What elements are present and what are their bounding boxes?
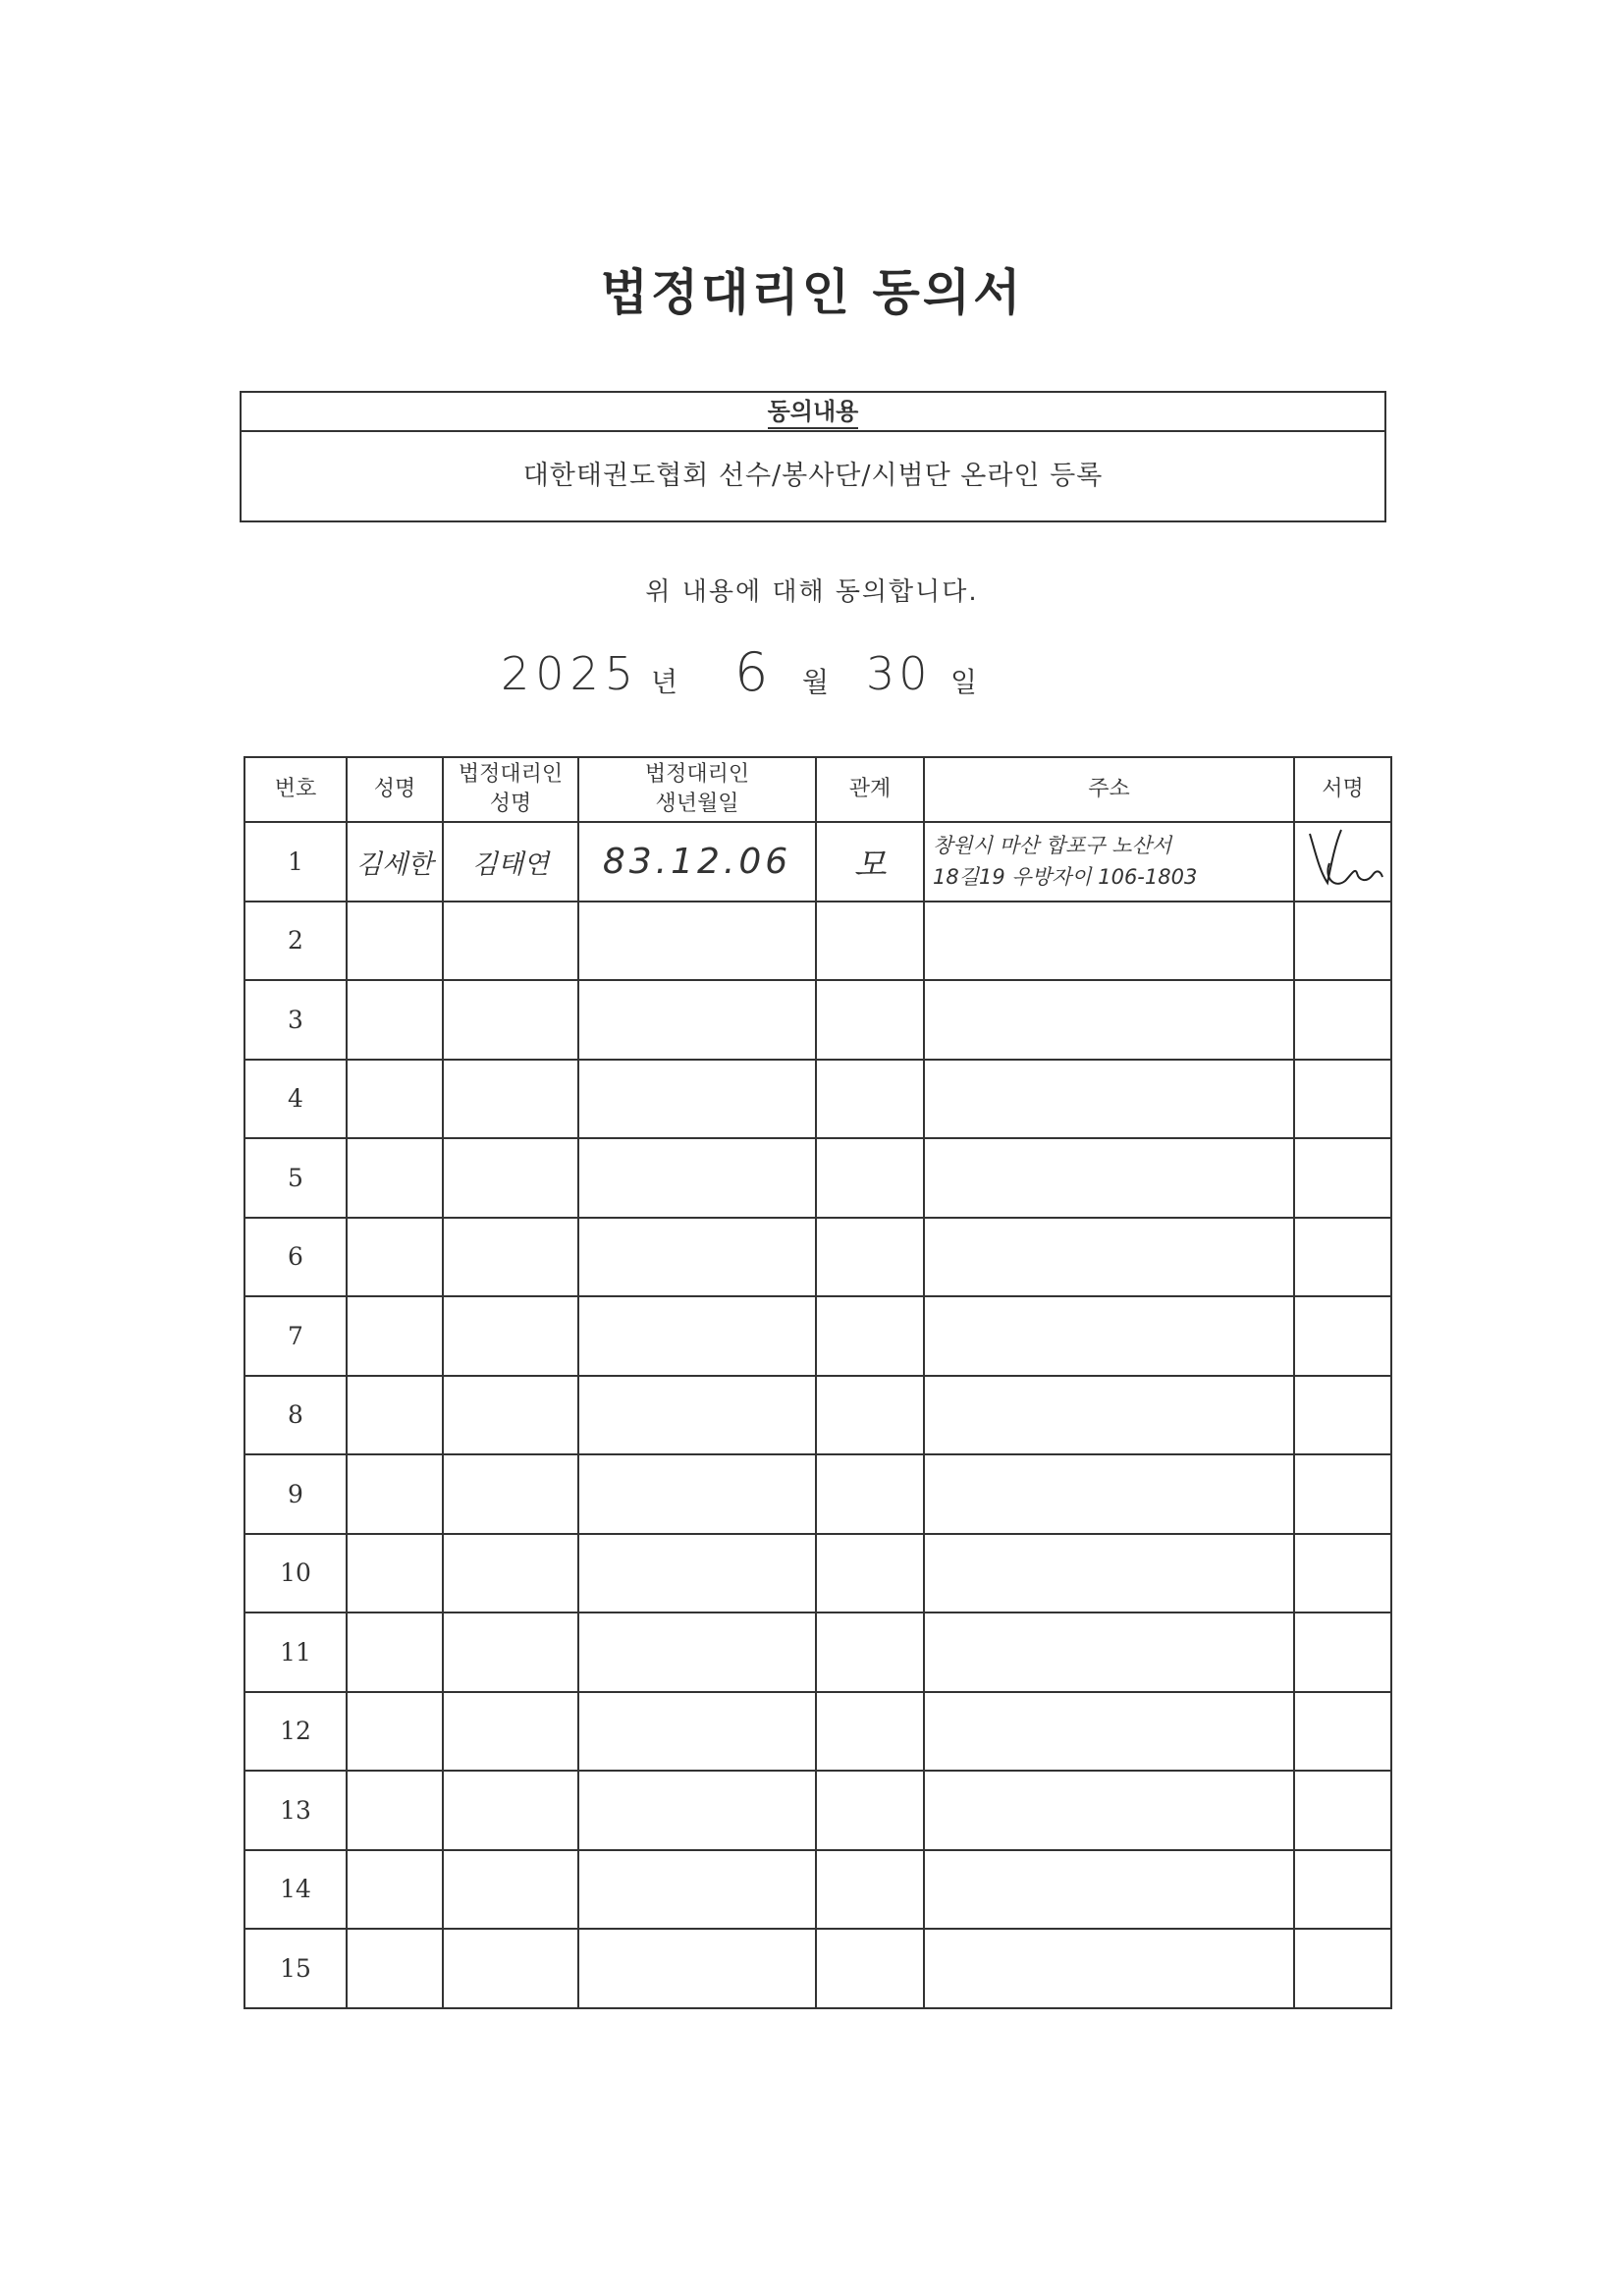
row-address — [924, 1534, 1294, 1613]
row-guardian-name — [443, 1850, 578, 1930]
date-day: 30 — [866, 647, 932, 700]
row-signature — [1294, 1613, 1391, 1692]
row-guardian-name — [443, 902, 578, 981]
row-address — [924, 1376, 1294, 1455]
row-signature — [1294, 1534, 1391, 1613]
row-signature — [1294, 1218, 1391, 1297]
table-row — [244, 1454, 1391, 1534]
row-no: 10 — [244, 1534, 347, 1613]
date-year: 2025 — [501, 647, 640, 700]
row-relation — [816, 1771, 924, 1850]
table-row — [244, 1850, 1391, 1930]
table-row — [244, 822, 1391, 902]
row-guardian-name — [443, 1454, 578, 1534]
row-guardian-name — [443, 1534, 578, 1613]
table-row — [244, 1060, 1391, 1139]
row-guardian-birth: 83.12.06 — [578, 822, 816, 902]
row-no: 13 — [244, 1771, 347, 1850]
table-row — [244, 980, 1391, 1060]
table-header-row — [244, 757, 1391, 822]
guardian-roster-table — [244, 756, 1392, 2009]
row-address — [924, 1060, 1294, 1139]
row-address — [924, 1613, 1294, 1692]
row-address — [924, 1692, 1294, 1772]
row-no: 6 — [244, 1218, 347, 1297]
row-guardian-name: 김태연 — [443, 822, 578, 902]
row-signature — [1294, 902, 1391, 981]
row-no: 11 — [244, 1613, 347, 1692]
document-title: 법정대리인 동의서 — [600, 264, 1024, 321]
date-year-label: 년 — [651, 666, 678, 698]
row-guardian-name — [443, 1929, 578, 2008]
date-line — [0, 643, 1624, 702]
table-row — [244, 1138, 1391, 1218]
row-name — [347, 1296, 443, 1376]
row-guardian-name — [443, 1138, 578, 1218]
row-signature — [1294, 1929, 1391, 2008]
row-signature — [1294, 1771, 1391, 1850]
row-guardian-name — [443, 1060, 578, 1139]
table-row — [244, 1218, 1391, 1297]
row-relation — [816, 1850, 924, 1930]
row-signature — [1294, 1296, 1391, 1376]
row-name — [347, 1060, 443, 1139]
row-signature — [1294, 1060, 1391, 1139]
header-guardian-name — [443, 757, 578, 822]
row-name — [347, 902, 443, 981]
consent-header-label: 동의내용 — [768, 398, 859, 429]
row-address-line2: 18길19 우방자이 106-1803 — [933, 865, 1198, 890]
row-name — [347, 1138, 443, 1218]
header-guardian-birth — [578, 757, 816, 822]
row-guardian-birth — [578, 1218, 816, 1297]
row-address — [924, 1138, 1294, 1218]
row-address — [924, 1454, 1294, 1534]
row-signature — [1294, 1138, 1391, 1218]
row-guardian-birth — [578, 1534, 816, 1613]
row-relation — [816, 1376, 924, 1455]
consent-header — [242, 393, 1384, 432]
handwritten-signature — [1302, 824, 1384, 893]
row-guardian-birth — [578, 902, 816, 981]
row-address — [924, 1218, 1294, 1297]
row-name — [347, 1534, 443, 1613]
row-relation — [816, 1613, 924, 1692]
row-signature — [1294, 1454, 1391, 1534]
row-guardian-birth — [578, 1771, 816, 1850]
table-row — [244, 1296, 1391, 1376]
row-relation — [816, 1454, 924, 1534]
row-no: 8 — [244, 1376, 347, 1455]
row-address-line1: 창원시 마산 합포구 노산서 — [933, 834, 1172, 858]
row-address — [924, 1771, 1294, 1850]
row-name: 김세한 — [347, 822, 443, 902]
row-guardian-birth — [578, 1850, 816, 1930]
header-relation: 관계 — [816, 757, 924, 822]
row-guardian-birth — [578, 1613, 816, 1692]
date-month: 6 — [734, 641, 769, 703]
row-guardian-birth — [578, 1929, 816, 2008]
row-relation: 모 — [816, 822, 924, 902]
table-row — [244, 1376, 1391, 1455]
header-guardian-name-line1: 법정대리인 — [458, 762, 564, 787]
row-signature — [1294, 822, 1391, 902]
header-guardian-birth-line2: 생년월일 — [655, 792, 739, 816]
header-address: 주소 — [924, 757, 1294, 822]
row-guardian-name — [443, 1218, 578, 1297]
table-row — [244, 1929, 1391, 2008]
row-address — [924, 1929, 1294, 2008]
row-no: 14 — [244, 1850, 347, 1930]
row-address — [924, 822, 1294, 902]
table-row — [244, 1692, 1391, 1772]
row-name — [347, 1454, 443, 1534]
row-address — [924, 902, 1294, 981]
header-signature: 서명 — [1294, 757, 1391, 822]
row-guardian-birth — [578, 1138, 816, 1218]
row-relation — [816, 1138, 924, 1218]
row-address — [924, 980, 1294, 1060]
table-row — [244, 902, 1391, 981]
row-no: 12 — [244, 1692, 347, 1772]
agree-statement: 위 내용에 대해 동의합니다. — [645, 577, 979, 607]
header-no: 번호 — [244, 757, 347, 822]
consent-content: 대한태권도협회 선수/봉사단/시범단 온라인 등록 — [522, 461, 1104, 491]
row-name — [347, 1929, 443, 2008]
row-relation — [816, 1218, 924, 1297]
row-signature — [1294, 1376, 1391, 1455]
row-guardian-name — [443, 980, 578, 1060]
row-no: 9 — [244, 1454, 347, 1534]
date-month-label: 월 — [802, 666, 830, 698]
date-day-label: 일 — [950, 666, 978, 698]
row-relation — [816, 1534, 924, 1613]
row-no: 2 — [244, 902, 347, 981]
row-name — [347, 1218, 443, 1297]
row-guardian-birth — [578, 1454, 816, 1534]
row-name — [347, 1613, 443, 1692]
row-signature — [1294, 980, 1391, 1060]
row-no: 5 — [244, 1138, 347, 1218]
row-guardian-birth — [578, 1296, 816, 1376]
row-guardian-name — [443, 1692, 578, 1772]
table-row — [244, 1771, 1391, 1850]
row-signature — [1294, 1692, 1391, 1772]
row-signature — [1294, 1850, 1391, 1930]
row-guardian-name — [443, 1613, 578, 1692]
row-relation — [816, 902, 924, 981]
row-no: 15 — [244, 1929, 347, 2008]
row-relation — [816, 1296, 924, 1376]
row-relation — [816, 1692, 924, 1772]
row-name — [347, 980, 443, 1060]
row-no: 4 — [244, 1060, 347, 1139]
row-guardian-birth — [578, 1692, 816, 1772]
row-guardian-name — [443, 1376, 578, 1455]
row-address — [924, 1850, 1294, 1930]
header-guardian-name-line2: 성명 — [489, 792, 532, 816]
row-relation — [816, 1060, 924, 1139]
table-row — [244, 1534, 1391, 1613]
consent-box — [240, 391, 1386, 522]
row-guardian-name — [443, 1296, 578, 1376]
row-name — [347, 1376, 443, 1455]
row-address — [924, 1296, 1294, 1376]
table-row — [244, 1613, 1391, 1692]
row-guardian-birth — [578, 1060, 816, 1139]
row-guardian-birth — [578, 1376, 816, 1455]
row-guardian-birth — [578, 980, 816, 1060]
header-name: 성명 — [347, 757, 443, 822]
row-name — [347, 1850, 443, 1930]
row-guardian-name — [443, 1771, 578, 1850]
row-relation — [816, 1929, 924, 2008]
row-no: 7 — [244, 1296, 347, 1376]
row-relation — [816, 980, 924, 1060]
header-guardian-birth-line1: 법정대리인 — [644, 762, 750, 787]
row-name — [347, 1692, 443, 1772]
row-name — [347, 1771, 443, 1850]
row-no: 3 — [244, 980, 347, 1060]
row-no: 1 — [244, 822, 347, 902]
